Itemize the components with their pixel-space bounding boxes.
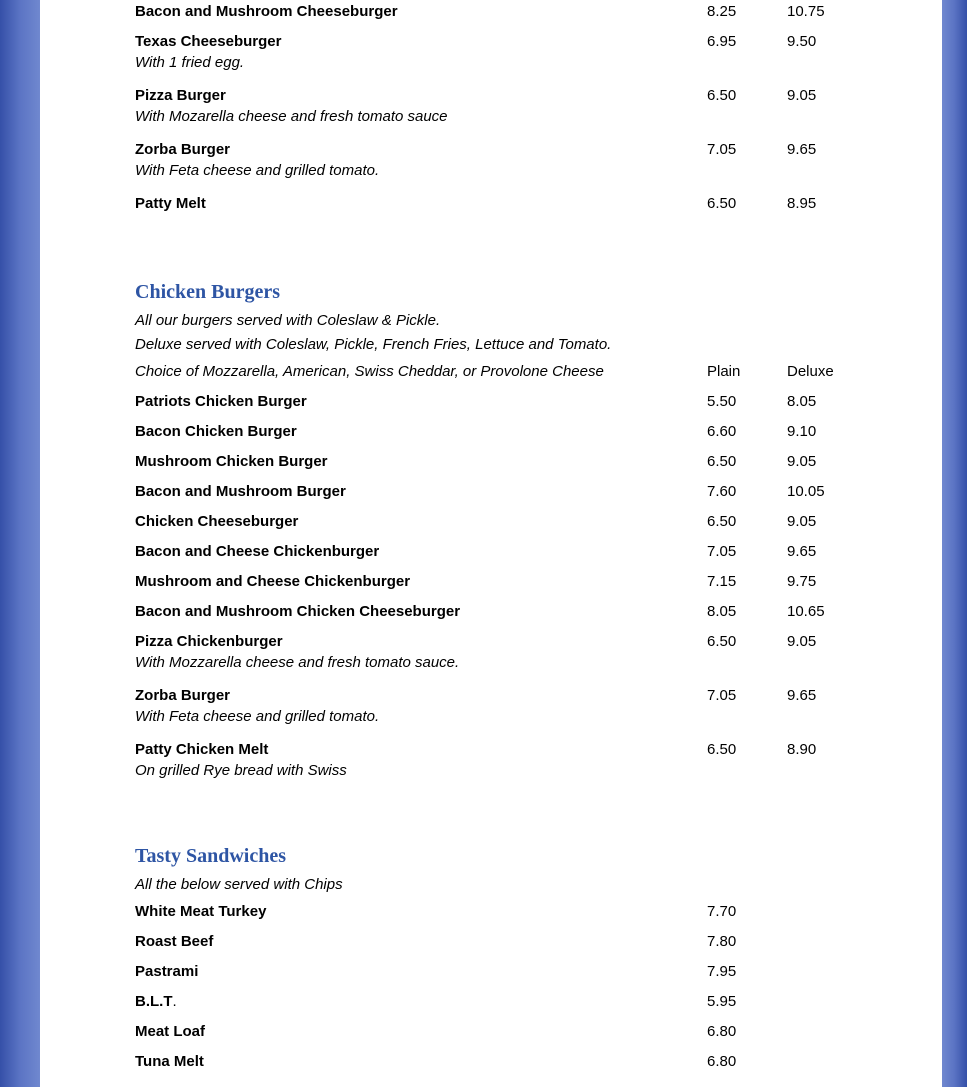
chicken-burgers-section <box>135 280 895 792</box>
item-name: Mushroom Chicken Burger <box>135 453 328 470</box>
item-name: Zorba Burger <box>135 687 231 704</box>
cheese-choice-note: Choice of Mozzarella, American, Swiss Cheddar, or Provolone Cheese <box>135 363 604 380</box>
menu-item <box>135 390 895 420</box>
menu-item <box>135 990 895 1020</box>
menu-item <box>135 450 895 480</box>
item-price-deluxe: 8.90 <box>787 741 817 758</box>
item-price-plain: 7.60 <box>707 483 737 500</box>
item-description: With 1 fried egg. <box>135 54 245 71</box>
item-description: With Mozzarella cheese and fresh tomato sauce. <box>135 654 460 671</box>
item-name: Mushroom and Cheese Chickenburger <box>135 573 411 590</box>
item-price-deluxe: 9.10 <box>787 423 817 440</box>
item-name: Tuna Melt <box>135 1053 204 1070</box>
item-price-plain: 6.50 <box>707 453 737 470</box>
item-price-deluxe: 9.05 <box>787 453 817 470</box>
column-header-plain: Plain <box>707 363 741 380</box>
item-price-deluxe: 9.50 <box>787 33 817 50</box>
item-name: Roast Beef <box>135 933 214 950</box>
item-price: 7.80 <box>707 933 737 950</box>
item-name: Pizza Burger <box>135 87 226 104</box>
item-name: Texas Cheeseburger <box>135 33 282 50</box>
beef-burger-list <box>135 0 895 222</box>
section-title: Chicken Burgers <box>135 281 280 303</box>
menu-content <box>135 0 895 1080</box>
section-spacer <box>135 792 895 844</box>
item-price-deluxe: 9.05 <box>787 87 817 104</box>
item-name: Bacon and Mushroom Chicken Cheeseburger <box>135 603 461 620</box>
item-price-plain: 7.05 <box>707 687 737 704</box>
item-name: Patty Melt <box>135 195 206 212</box>
menu-item <box>135 600 895 630</box>
item-price-deluxe: 9.05 <box>787 633 817 650</box>
item-price-plain: 6.50 <box>707 741 737 758</box>
menu-item <box>135 1050 895 1080</box>
item-name: B.L.T <box>135 993 173 1010</box>
menu-item <box>135 900 895 930</box>
item-price-plain: 5.50 <box>707 393 737 410</box>
item-name-wrap <box>135 993 177 1011</box>
item-price-deluxe: 8.05 <box>787 393 817 410</box>
item-description: On grilled Rye bread with Swiss <box>135 762 347 779</box>
item-name: Zorba Burger <box>135 141 231 158</box>
item-name: Patty Chicken Melt <box>135 741 269 758</box>
item-price-plain: 6.60 <box>707 423 737 440</box>
menu-item <box>135 192 895 222</box>
section-title: Tasty Sandwiches <box>135 845 286 867</box>
item-price-plain: 7.15 <box>707 573 737 590</box>
item-price-deluxe: 10.75 <box>787 3 825 20</box>
item-price: 5.95 <box>707 993 737 1010</box>
menu-item <box>135 960 895 990</box>
sandwiches-section <box>135 844 895 1080</box>
item-price-plain: 6.50 <box>707 633 737 650</box>
section-note: All the below served with Chips <box>135 876 343 893</box>
item-name-suffix: . <box>172 993 177 1010</box>
item-price-plain: 6.50 <box>707 513 737 530</box>
menu-item <box>135 420 895 450</box>
column-header-deluxe: Deluxe <box>787 363 834 380</box>
item-name: Pastrami <box>135 963 199 980</box>
item-name: Bacon and Cheese Chickenburger <box>135 543 380 560</box>
item-name: Bacon and Mushroom Cheeseburger <box>135 3 398 20</box>
item-name: Chicken Cheeseburger <box>135 513 299 530</box>
menu-item <box>135 570 895 600</box>
menu-page <box>40 0 942 1087</box>
section-note: All our burgers served with Coleslaw & Pickle. <box>135 312 441 329</box>
item-price-deluxe: 9.65 <box>787 687 817 704</box>
item-price-deluxe: 10.05 <box>787 483 825 500</box>
item-description: With Feta cheese and grilled tomato. <box>135 162 380 179</box>
menu-item <box>135 480 895 510</box>
item-price-plain: 7.05 <box>707 141 737 158</box>
item-name: Patriots Chicken Burger <box>135 393 307 410</box>
section-note: Deluxe served with Coleslaw, Pickle, French Fries, Lettuce and Tomato. <box>135 336 612 353</box>
item-price-plain: 6.50 <box>707 87 737 104</box>
item-description: With Mozarella cheese and fresh tomato sauce <box>135 108 448 125</box>
item-price-deluxe: 9.65 <box>787 141 817 158</box>
menu-item <box>135 1020 895 1050</box>
item-price-deluxe: 10.65 <box>787 603 825 620</box>
item-name: Meat Loaf <box>135 1023 206 1040</box>
menu-item <box>135 930 895 960</box>
item-price: 6.80 <box>707 1053 737 1070</box>
item-name: White Meat Turkey <box>135 903 267 920</box>
item-price-deluxe: 8.95 <box>787 195 817 212</box>
item-price-deluxe: 9.65 <box>787 543 817 560</box>
item-price-plain: 6.50 <box>707 195 737 212</box>
item-name: Bacon Chicken Burger <box>135 423 297 440</box>
item-price-plain: 7.05 <box>707 543 737 560</box>
item-price-plain: 8.25 <box>707 3 737 20</box>
item-price: 7.95 <box>707 963 737 980</box>
item-name: Pizza Chickenburger <box>135 633 283 650</box>
item-name: Bacon and Mushroom Burger <box>135 483 346 500</box>
item-description: With Feta cheese and grilled tomato. <box>135 708 380 725</box>
item-price-plain: 6.95 <box>707 33 737 50</box>
item-price: 6.80 <box>707 1023 737 1040</box>
item-price: 7.70 <box>707 903 737 920</box>
item-price-plain: 8.05 <box>707 603 737 620</box>
menu-item <box>135 540 895 570</box>
menu-item <box>135 510 895 540</box>
menu-item <box>135 0 895 30</box>
section-spacer <box>135 222 895 280</box>
item-price-deluxe: 9.05 <box>787 513 817 530</box>
menu-item <box>135 30 895 60</box>
column-header-row <box>135 360 895 390</box>
item-price-deluxe: 9.75 <box>787 573 817 590</box>
